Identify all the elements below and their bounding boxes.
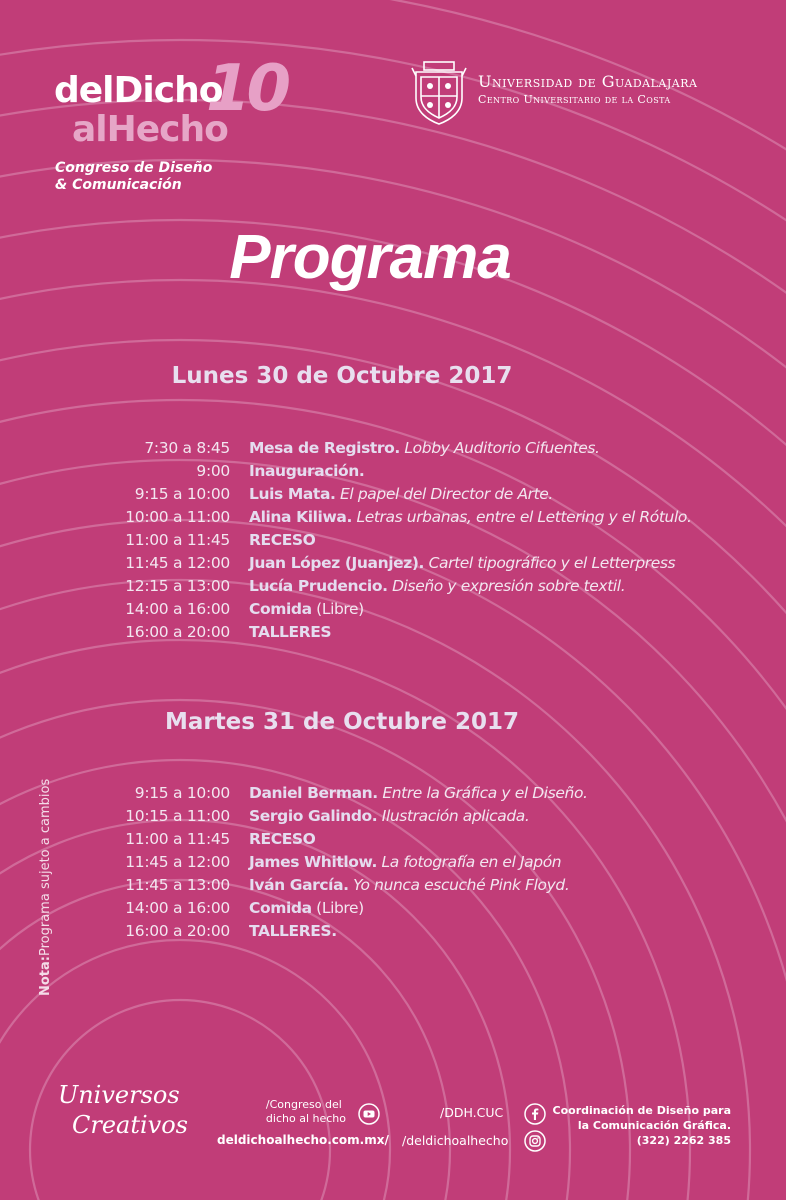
session-time: 16:00 a 20:00 [125, 922, 230, 940]
youtube-icon[interactable] [358, 1103, 380, 1125]
schedule-note [38, 779, 53, 996]
ddh-logo [54, 52, 288, 150]
session-speaker: Lucía Prudencio. [249, 577, 388, 595]
session-speaker: Comida [249, 600, 312, 618]
session-topic: Yo nunca escuché Pink Floyd. [348, 876, 570, 894]
session-time: 9:15 a 10:00 [134, 485, 230, 503]
schedule-row [0, 853, 786, 876]
session-speaker: Iván García. [249, 876, 349, 894]
university-name: Universidad de Guadalajara [478, 72, 698, 91]
session-time: 11:45 a 12:00 [125, 853, 230, 871]
session-topic: Lobby Auditorio Cifuentes. [399, 439, 600, 457]
schedule-row [0, 784, 786, 807]
schedule-row [0, 462, 786, 485]
subtitle-line-2: & Comunicación [55, 177, 182, 193]
session-time: 16:00 a 20:00 [125, 623, 230, 641]
session-speaker: Comida [249, 899, 312, 917]
day-heading-monday: Lunes 30 de Octubre 2017 [171, 363, 513, 389]
website-link[interactable]: deldichoalhecho.com.mx/ [217, 1133, 389, 1147]
session-time: 14:00 a 16:00 [125, 600, 230, 618]
schedule-row [0, 807, 786, 830]
session-topic: El papel del Director de Arte. [335, 485, 553, 503]
university-crest-icon [410, 58, 468, 126]
coord-line-2: la Comunicación Gráfica. [577, 1119, 731, 1132]
session-time: 11:45 a 12:00 [125, 554, 230, 572]
schedule-row [0, 508, 786, 531]
note-text: Programa sujeto a cambios [38, 778, 53, 956]
schedule-row [0, 577, 786, 600]
coord-line-1: Coordinación de Diseño para [552, 1104, 731, 1117]
schedule-row [0, 922, 786, 945]
session-speaker: Sergio Galindo. [249, 807, 378, 825]
schedule-row [0, 830, 786, 853]
session-topic: Entre la Gráfica y el Diseño. [377, 784, 588, 802]
youtube-channel[interactable] [266, 1098, 346, 1126]
schedule-row [0, 531, 786, 554]
session-speaker: Mesa de Registro. [249, 439, 400, 457]
session-time: 9:15 a 10:00 [134, 784, 230, 802]
session-topic: (Libre) [311, 600, 364, 618]
schedule-row [0, 600, 786, 623]
schedule-monday [0, 439, 786, 646]
schedule-row [0, 899, 786, 922]
logo-top-text: delDicho [54, 70, 223, 111]
schedule-row [0, 554, 786, 577]
congress-subtitle [55, 160, 212, 194]
session-time: 12:15 a 13:00 [125, 577, 230, 595]
session-time: 14:00 a 16:00 [125, 899, 230, 917]
session-topic: Cartel tipográfico y el Letterpress [424, 554, 676, 572]
youtube-line-2: dicho al hecho [265, 1112, 346, 1125]
logo-edition-number: 10 [206, 52, 288, 126]
session-topic: Diseño y expresión sobre textil. [387, 577, 626, 595]
universos-creativos-logo [58, 1080, 188, 1140]
coordination-info [540, 1103, 731, 1148]
session-speaker: RECESO [249, 830, 316, 848]
session-topic: (Libre) [311, 899, 364, 917]
schedule-row [0, 623, 786, 646]
page-title: Programa [229, 223, 511, 292]
schedule-row [0, 439, 786, 462]
subtitle-line-1: Congreso de Diseño [55, 160, 213, 176]
university-center: Centro Universitario de la Costa [478, 93, 671, 106]
session-topic: Letras urbanas, entre el Lettering y el Rótulo. [351, 508, 692, 526]
session-speaker: TALLERES [249, 623, 332, 641]
session-time: 10:00 a 11:00 [125, 508, 230, 526]
session-speaker: RECESO [249, 531, 316, 549]
session-speaker: Alina Kiliwa. [249, 508, 352, 526]
note-label: Nota: [38, 956, 53, 996]
facebook-handle[interactable]: /DDH.CUC [440, 1105, 504, 1120]
session-time: 11:00 a 11:45 [125, 830, 230, 848]
session-speaker: Juan López (Juanjez). [249, 554, 425, 572]
schedule-row [0, 485, 786, 508]
phone-number: (322) 2262 385 [636, 1134, 731, 1147]
session-speaker: James Whitlow. [249, 853, 377, 871]
universos-text: Universos [58, 1081, 180, 1109]
session-topic: Ilustración aplicada. [377, 807, 530, 825]
instagram-handle[interactable]: /deldichoalhecho [402, 1133, 509, 1148]
schedule-tuesday [0, 784, 786, 945]
session-speaker: Luis Mata. [249, 485, 336, 503]
session-speaker: Daniel Berman. [249, 784, 378, 802]
youtube-line-1: /Congreso del [265, 1098, 342, 1111]
schedule-row [0, 876, 786, 899]
session-time: 10:15 a 11:00 [125, 807, 230, 825]
session-topic: La fotografía en el Japón [376, 853, 562, 871]
session-speaker: Inauguración. [249, 462, 365, 480]
session-time: 11:00 a 11:45 [125, 531, 230, 549]
creativos-text: Creativos [72, 1111, 188, 1139]
session-time: 9:00 [196, 462, 230, 480]
session-speaker: TALLERES. [249, 922, 337, 940]
logo-bottom-text: alHecho [72, 109, 228, 150]
session-time: 11:45 a 13:00 [125, 876, 230, 894]
day-heading-tuesday: Martes 31 de Octubre 2017 [164, 709, 520, 735]
session-time: 7:30 a 8:45 [144, 439, 230, 457]
